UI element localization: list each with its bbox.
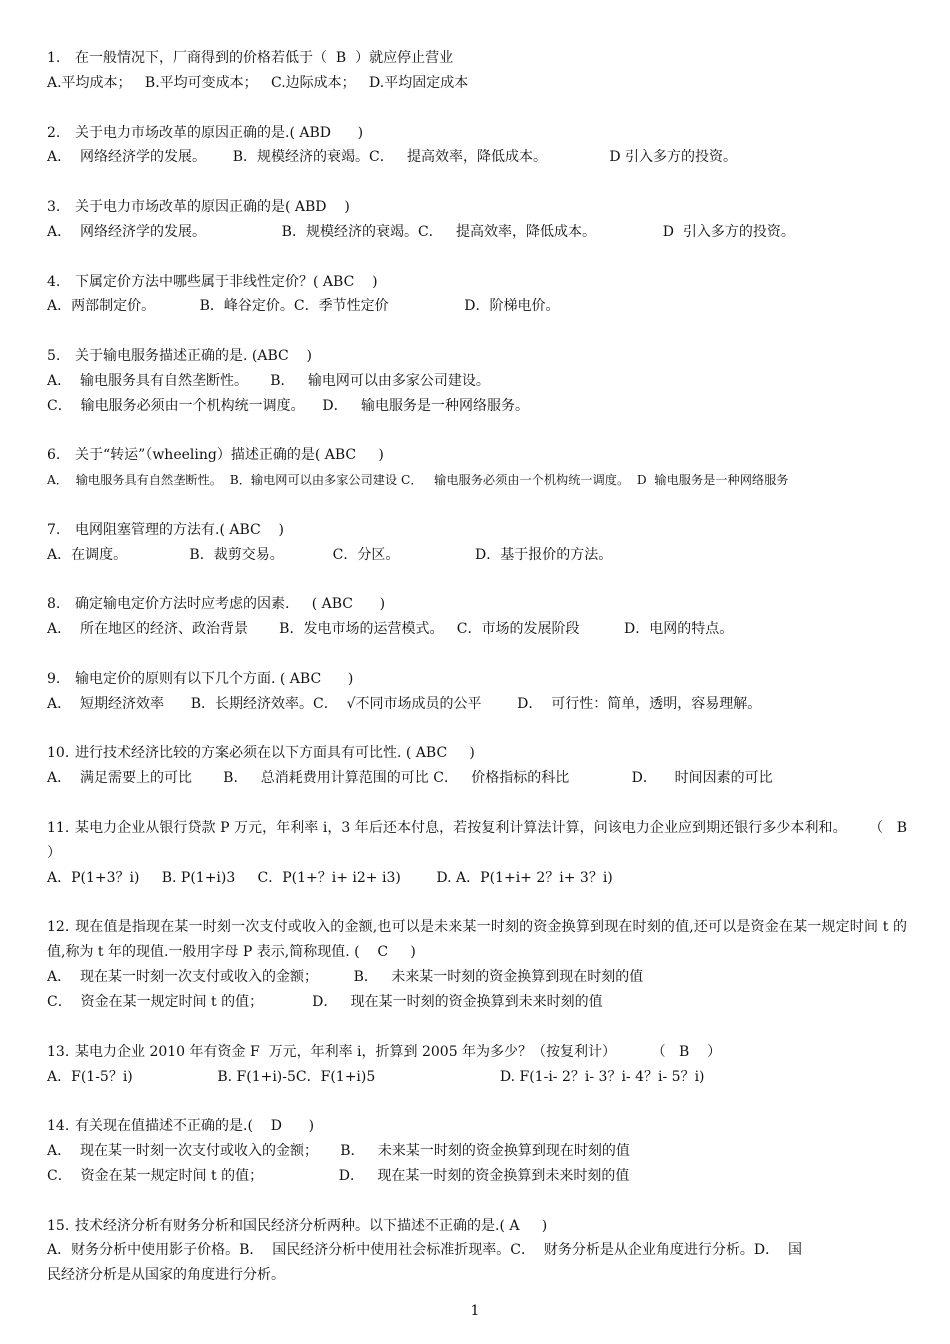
answer-options: A．在调度。 B．裁剪交易。 C．分区。 D．基于报价的方法。 xyxy=(47,546,613,563)
answer-options: C． 资金在某一规定时间 t 的值； D． 现在某一时刻的资金换算到未来时刻的值 xyxy=(47,1167,630,1184)
question-stem xyxy=(47,1114,907,1139)
question-number: 4. xyxy=(47,273,61,290)
question-block xyxy=(47,195,907,245)
question-number: 7. xyxy=(47,521,61,538)
answer-options: A． 网络经济学的发展。 B．规模经济的衰竭。C． 提高效率，降低成本。 D 引入多方的投资。 xyxy=(47,223,795,240)
answer-options: A． 现在某一时刻一次支付或收入的金额； B． 未来某一时刻的资金换算到现在时刻的值 xyxy=(47,1143,630,1160)
question-text: 某电力企业 2010 年有资金 F 万元，年利率 i，折算到 2005 年为多少？（按复利计） （ B ） xyxy=(75,1043,722,1060)
question-stem xyxy=(47,270,907,295)
question-text: 技术经济分析有财务分析和国民经济分析两种。以下描述不正确的是.( A ) xyxy=(75,1217,548,1234)
question-text: 现在值是指现在某一时刻一次支付或收入的金额,也可以是未来某一时刻的资金换算到现在时刻的值,还可以是资金在某一规定时间 t 的值,称为 t 年的现值.一般用字母 P 表示,简称现值. ( C ) xyxy=(47,919,907,961)
question-number: 14. xyxy=(47,1118,70,1135)
question-block xyxy=(47,816,921,891)
question-text: 关于输电服务描述正确的是. (ABC ) xyxy=(75,348,312,364)
question-stem xyxy=(47,344,907,369)
question-stem xyxy=(47,121,907,146)
question-stem xyxy=(47,667,907,692)
answer-options: A.平均成本； B.平均可变成本； C.边际成本； D.平均固定成本 xyxy=(47,74,469,91)
question-number: 2. xyxy=(47,124,61,141)
answer-options: 民经济分析是从国家的角度进行分析。 xyxy=(47,1267,285,1284)
question-text: 确定输电定价方法时应考虑的因素. ( ABC ) xyxy=(75,596,386,613)
question-stem xyxy=(47,46,907,71)
question-text: 下属定价方法中哪些属于非线性定价？( ABC ) xyxy=(75,273,378,290)
question-text: 关于电力市场改革的原因正确的是( ABD ) xyxy=(75,199,350,215)
question-number: 13. xyxy=(47,1043,70,1060)
question-text: 进行技术经济比较的方案必须在以下方面具有可比性. ( ABC ) xyxy=(75,745,475,762)
question-block xyxy=(47,667,907,717)
answer-options: A．财务分析中使用影子价格。B． 国民经济分析中使用社会标准折现率。C． 财务分析是从企业角度进行分析。D． 国 xyxy=(47,1242,803,1259)
answer-options: A． 网络经济学的发展。 B．规模经济的衰竭。C． 提高效率，降低成本。 D 引入多方的投资。 xyxy=(47,149,738,166)
question-stem xyxy=(47,741,907,766)
question-number: 12. xyxy=(47,919,70,936)
question-text: 有关现在值描述不正确的是.( D ) xyxy=(75,1118,315,1135)
page-number: 1 xyxy=(470,1303,480,1319)
question-number: 10. xyxy=(47,745,70,762)
question-stem xyxy=(47,518,907,543)
question-stem xyxy=(47,1040,907,1065)
question-number: 11. xyxy=(47,819,70,836)
answer-options: C． 输电服务必须由一个机构统一调度。 D． 输电服务是一种网络服务。 xyxy=(47,397,529,414)
question-block xyxy=(47,1040,907,1090)
question-block xyxy=(47,1214,907,1289)
question-stem xyxy=(47,915,907,965)
question-text: 在一般情况下，厂商得到的价格若低于（ B ）就应停止营业 xyxy=(75,50,454,66)
question-number: 1. xyxy=(47,50,61,66)
question-text: 关于“转运”（wheeling）描述正确的是( ABC ) xyxy=(75,447,384,464)
question-stem xyxy=(47,1214,907,1239)
answer-options: A． 输电服务具有自然垄断性。 B． 输电网可以由多家公司建设。 xyxy=(47,372,490,389)
question-number: 6. xyxy=(47,447,61,464)
question-block xyxy=(47,518,907,568)
question-block xyxy=(47,46,907,96)
answer-options: A． 输电服务具有自然垄断性。 B．输电网可以由多家公司建设 C． 输电服务必须由一个机构统一调度。 D 输电服务是一种网络服务 xyxy=(47,473,789,488)
question-block xyxy=(47,741,907,791)
question-number: 5. xyxy=(47,348,61,364)
question-block xyxy=(47,915,907,1015)
answer-options: A．P(1+3？i) B. P(1+i)3 C．P(1+？i+ i2+ i3) D. A．P(1+i+ 2？i+ 3？i) xyxy=(47,869,613,886)
question-text: 输电定价的原则有以下几个方面. ( ABC ) xyxy=(75,670,354,687)
question-text: 电网阻塞管理的方法有.( ABC ) xyxy=(75,521,284,538)
answer-options: A． 现在某一时刻一次支付或收入的金额； B． 未来某一时刻的资金换算到现在时刻的值 xyxy=(47,969,644,986)
question-number: 8. xyxy=(47,596,61,613)
question-stem xyxy=(47,443,907,468)
answer-options: A． 所在地区的经济、政治背景 B．发电市场的运营模式。 C．市场的发展阶段 D．电网的特点。 xyxy=(47,621,734,638)
question-block xyxy=(47,443,907,493)
question-block xyxy=(47,121,907,171)
question-text: 关于电力市场改革的原因正确的是.( ABD ) xyxy=(75,124,364,141)
question-block xyxy=(47,592,907,642)
question-block xyxy=(47,1114,907,1189)
document-page xyxy=(47,46,921,1313)
question-text: 某电力企业从银行贷款 P 万元，年利率 i，3 年后还本付息，若按复利计算法计算，问该电力企业应到期还银行多少本利和。 （ B ） xyxy=(47,819,921,861)
question-block xyxy=(47,344,907,419)
answer-options: A． 短期经济效率 B．长期经济效率。C． √不同市场成员的公平 D． 可行性：简单，透明，容易理解。 xyxy=(47,695,762,712)
answer-options: A． 满足需要上的可比 B． 总消耗费用计算范围的可比 C． 价格指标的科比 D． 时间因素的可比 xyxy=(47,770,773,787)
answer-options: A．两部制定价。 B．峰谷定价。C．季节性定价 D．阶梯电价。 xyxy=(47,298,560,315)
answer-options: C． 资金在某一规定时间 t 的值； D． 现在某一时刻的资金换算到未来时刻的值 xyxy=(47,994,603,1011)
question-stem xyxy=(47,195,907,220)
question-number: 9. xyxy=(47,670,61,687)
question-number: 15. xyxy=(47,1217,70,1234)
question-block xyxy=(47,270,907,320)
answer-options: A．F(1-5？i) B. F(1+i)-5C．F(1+i)5 D. F(1-i- 2？i- 3？i- 4？i- 5？i) xyxy=(47,1068,705,1085)
question-stem xyxy=(47,592,907,617)
question-stem xyxy=(47,816,921,866)
question-number: 3. xyxy=(47,199,61,215)
